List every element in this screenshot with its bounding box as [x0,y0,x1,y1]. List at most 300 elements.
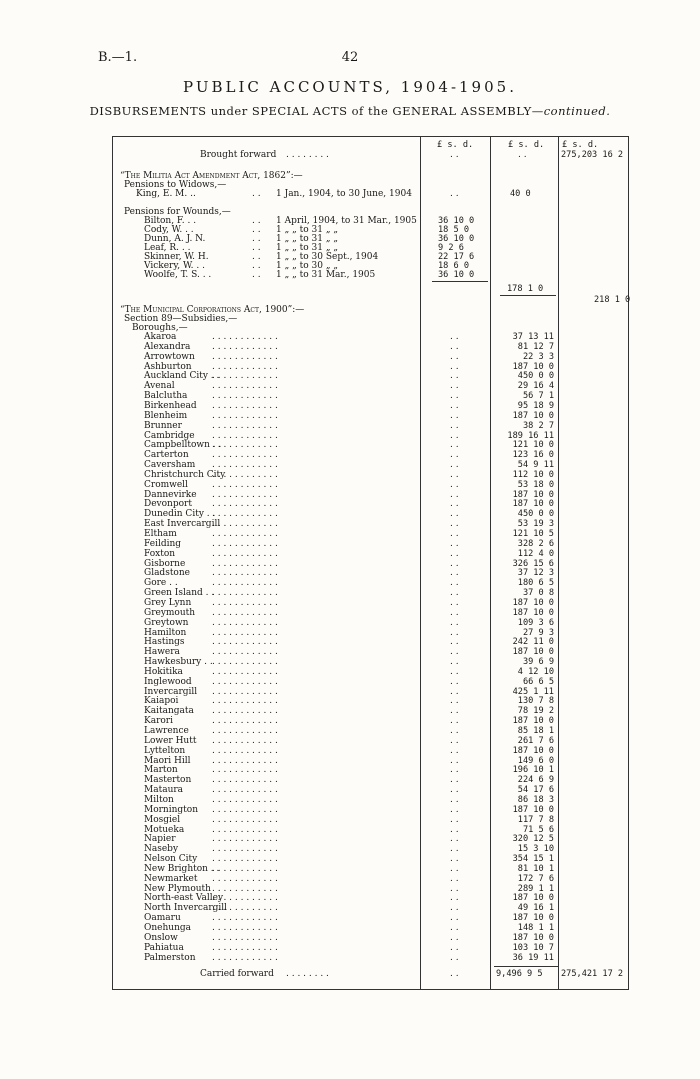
borough-name: Campbelltown . . [144,440,222,451]
wound-pensioner-name: Skinner, W. H. [144,252,209,262]
borough-amount: 224 6 9 [517,775,554,786]
borough-amount: 112 10 0 [512,469,554,480]
borough-leader-dots: . . . . . . . . . . . . [212,932,278,943]
borough-amount: 29 16 4 [517,381,554,392]
borough-amount: 130 7 8 [517,696,554,707]
wound-leader-dots: . . [252,252,261,262]
borough-leader-dots: . . . . . . . . . . . . [212,726,278,736]
borough-leader-dots: . . . . . . . . . . . . [212,735,278,746]
borough-amount: 66 6 5 [522,676,554,687]
borough-col1: . . [450,903,459,914]
borough-amount: 187 10 0 [512,804,554,815]
borough-name: Auckland City . . [144,371,220,382]
borough-col1: . . [450,469,459,480]
borough-col1: . . [450,578,459,589]
borough-name: Ashburton [144,361,192,372]
borough-name: Maori Hill [144,755,191,766]
borough-leader-dots: . . . . . . . . . . . . [212,627,278,638]
borough-leader-dots: . . . . . . . . . . . . [212,538,278,549]
borough-name: Mataura [144,785,184,796]
wound-pensioner-name: Woolfe, T. S. . . [144,270,212,280]
borough-amount: 261 7 6 [517,735,554,746]
borough-col1: . . [450,834,459,845]
borough-col1: . . [450,893,459,904]
borough-amount: 71 5 6 [522,824,554,835]
borough-amount: 53 18 0 [517,479,554,490]
borough-leader-dots: . . . . . . . . . . . . [212,716,278,727]
borough-amount: 187 10 0 [512,913,554,924]
borough-amount: 4 12 10 [517,666,554,677]
wound-pensioner-name: Vickery, W. . . [144,261,205,271]
wound-period: 1 „ „ to 31 „ „ [276,234,339,244]
borough-col1: . . [450,775,459,786]
borough-name: Dannevirke [144,489,197,500]
brought-forward-col2: . . [518,150,527,160]
borough-name: Onslow [144,932,178,943]
wound-period: 1 „ „ to 31 „ „ [276,243,339,253]
borough-amount: 450 0 0 [517,371,554,382]
wounds-total-rule [500,295,556,296]
borough-amount: 37 12 3 [517,568,554,579]
borough-amount: 187 10 0 [512,893,554,904]
borough-col1: . . [450,647,459,658]
borough-leader-dots: . . . . . . . . . . . . [212,883,278,894]
borough-name: Green Island . . [144,588,215,599]
borough-amount: 196 10 1 [512,765,554,776]
borough-amount: 53 19 3 [517,519,554,530]
borough-leader-dots: . . . . . . . . . . . . [212,844,278,855]
borough-col1: . . [450,391,459,402]
carried-forward-rule [494,966,558,967]
borough-amount: 149 6 0 [517,755,554,766]
borough-name: Motueka [144,824,185,835]
borough-leader-dots: . . . . . . . . . . . . [212,657,278,668]
borough-amount: 187 10 0 [512,607,554,618]
borough-leader-dots: . . . . . . . . . . . . [212,863,278,874]
borough-leader-dots: . . . . . . . . . . . . [212,755,278,766]
borough-leader-dots: . . . . . . . . . . . . [212,903,278,914]
borough-col1: . . [450,529,459,539]
borough-leader-dots: . . . . . . . . . . . . [212,460,278,471]
borough-name: North Invercargill [144,903,228,914]
borough-amount: 172 7 6 [517,873,554,884]
borough-leader-dots: . . . . . . . . . . . . [212,410,278,421]
borough-name: Hastings [144,637,185,648]
column-header-3: £ s. d. [562,140,599,150]
borough-name: Onehunga [144,923,192,933]
borough-col1: . . [450,420,459,431]
borough-col1: . . [450,696,459,707]
borough-name: Kaiapoi [144,696,179,707]
borough-leader-dots: . . . . . . . . . . . . [212,913,278,924]
borough-name: Arrowtown [144,351,195,362]
borough-col1: . . [450,332,459,342]
borough-leader-dots: . . . . . . . . . . . . [212,804,278,815]
borough-col1: . . [450,814,459,825]
brought-forward-label: Brought forward [200,150,277,160]
borough-amount: 326 15 6 [512,558,554,569]
borough-leader-dots: . . . . . . . . . . . . [212,430,278,441]
carried-forward-col2: 9,496 9 5 [496,969,543,979]
borough-amount: 112 4 0 [517,548,554,559]
borough-leader-dots: . . . . . . . . . . . . [212,942,278,953]
borough-col1: . . [450,489,459,500]
wounds-subtotal-rule [432,281,488,282]
page-title: PUBLIC ACCOUNTS, 1904-1905. [183,78,517,96]
wound-amount: 9 2 6 [438,243,464,253]
borough-name: New Plymouth [144,883,211,894]
borough-col1: . . [450,686,459,697]
wound-amount: 18 6 0 [438,261,470,271]
borough-leader-dots: . . . . . . . . . . . . [212,529,278,539]
borough-amount: 81 10 1 [517,863,554,874]
borough-col1: . . [450,588,459,599]
borough-col1: . . [450,430,459,441]
wounds-heading: Pensions for Wounds,— [124,207,231,217]
brought-forward-col3: 275,203 16 2 [561,150,624,160]
carried-forward-dots: . . . . . . . . [286,969,329,979]
borough-leader-dots: . . . . . . . . . . . . [212,341,278,352]
borough-name: Gore . . [144,578,178,589]
borough-col1: . . [450,923,459,933]
brought-forward-dots: . . . . . . . . [286,150,329,160]
borough-leader-dots: . . . . . . . . . . . . [212,814,278,825]
borough-col1: . . [450,499,459,510]
borough-amount: 289 1 1 [517,883,554,894]
borough-leader-dots: . . . . . . . . . . . . [212,568,278,579]
borough-col1: . . [450,410,459,421]
borough-leader-dots: . . . . . . . . . . . . [212,489,278,500]
borough-name: Birkenhead [144,400,197,411]
borough-col1: . . [450,509,459,520]
borough-col1: . . [450,568,459,579]
borough-name: Devonport [144,499,192,510]
widow-name: King, E. M. .. [136,189,196,199]
borough-leader-dots: . . . . . . . . . . . . [212,873,278,884]
borough-col1: . . [450,824,459,835]
borough-amount: 86 18 3 [517,794,554,805]
borough-col1: . . [450,460,459,471]
borough-amount: 54 9 11 [517,460,554,471]
borough-col1: . . [450,932,459,943]
borough-amount: 242 11 0 [512,637,554,648]
wound-period: 1 April, 1904, to 31 Mar., 1905 [276,216,417,226]
column-header-2: £ s. d. [508,140,545,150]
borough-amount: 450 0 0 [517,509,554,520]
borough-leader-dots: . . . . . . . . . . . . [212,617,278,628]
borough-name: Karori [144,716,173,727]
borough-name: Caversham [144,460,196,471]
borough-name: Cambridge [144,430,195,441]
borough-amount: 27 9 3 [522,627,554,638]
borough-col1: . . [450,450,459,461]
borough-col1: . . [450,351,459,362]
borough-leader-dots: . . . . . . . . . . . . [212,469,278,480]
borough-name: Invercargill [144,686,198,697]
column-rule-2 [490,136,491,990]
wound-leader-dots: . . [252,270,261,280]
borough-amount: 425 1 11 [512,686,554,697]
borough-name: Pahiatua [144,942,184,953]
borough-name: Alexandra [144,341,191,352]
widow-period: 1 Jan., 1904, to 30 June, 1904 [276,189,412,199]
borough-leader-dots: . . . . . . . . . . . . [212,351,278,362]
borough-leader-dots: . . . . . . . . . . . . [212,420,278,431]
borough-leader-dots: . . . . . . . . . . . . [212,578,278,589]
borough-col1: . . [450,371,459,382]
borough-amount: 121 10 0 [512,440,554,451]
borough-col1: . . [450,952,459,963]
borough-amount: 189 16 11 [507,430,554,441]
borough-col1: . . [450,519,459,530]
borough-leader-dots: . . . . . . . . . . . . [212,607,278,618]
borough-col1: . . [450,883,459,894]
borough-name: Lawrence [144,726,189,736]
borough-name: Kaitangata [144,706,194,717]
borough-name: Mornington [144,804,198,815]
borough-amount: 103 10 7 [512,942,554,953]
borough-leader-dots: . . . . . . . . . . . . [212,391,278,402]
borough-amount: 187 10 0 [512,489,554,500]
borough-col1: . . [450,735,459,746]
borough-leader-dots: . . . . . . . . . . . . [212,834,278,845]
carried-forward-col3: 275,421 17 2 [561,969,624,979]
wound-amount: 22 17 6 [438,252,475,262]
borough-col1: . . [450,637,459,648]
borough-col1: . . [450,755,459,766]
borough-col1: . . [450,440,459,451]
column-rule-3 [558,136,559,990]
borough-col1: . . [450,361,459,372]
borough-leader-dots: . . . . . . . . . . . . [212,450,278,461]
subtitle-continued: continued. [543,104,611,118]
borough-amount: 15 3 10 [517,844,554,855]
borough-leader-dots: . . . . . . . . . . . . [212,666,278,677]
wound-period: 1 „ „ to 30 Sept., 1904 [276,252,379,262]
borough-col1: . . [450,873,459,884]
borough-name: Greymouth [144,607,196,618]
borough-col1: . . [450,666,459,677]
borough-leader-dots: . . . . . . . . . . . . [212,479,278,490]
borough-name: Carterton [144,450,189,461]
wound-pensioner-name: Bilton, F. . . [144,216,197,226]
borough-leader-dots: . . . . . . . . . . . . [212,499,278,510]
borough-col1: . . [450,785,459,796]
borough-leader-dots: . . . . . . . . . . . . [212,558,278,569]
borough-amount: 109 3 6 [517,617,554,628]
widow-leader-dots: . . [252,189,261,199]
borough-leader-dots: . . . . . . . . . . . . [212,923,278,933]
borough-amount: 37 13 11 [512,332,554,342]
borough-amount: 328 2 6 [517,538,554,549]
borough-name: Akaroa [144,332,177,342]
brought-forward-col1: . . [450,150,459,160]
wound-pensioner-name: Dunn, A. J. N. [144,234,206,244]
column-rule-1 [420,136,421,990]
borough-leader-dots: . . . . . . . . . . . . [212,597,278,608]
borough-name: Grey Lynn [144,597,192,608]
borough-name: Masterton [144,775,192,786]
borough-amount: 117 7 8 [517,814,554,825]
borough-amount: 354 15 1 [512,854,554,865]
borough-leader-dots: . . . . . . . . . . . . [212,381,278,392]
borough-leader-dots: . . . . . . . . . . . . [212,676,278,687]
borough-name: Milton [144,794,174,805]
wound-amount: 18 5 0 [438,225,470,235]
borough-name: Inglewood [144,676,192,687]
borough-amount: 180 6 5 [517,578,554,589]
page-ref: B.—1. [98,50,138,65]
borough-name: Hawera [144,647,180,658]
borough-col1: . . [450,804,459,815]
borough-amount: 187 10 0 [512,745,554,756]
borough-leader-dots: . . . . . . . . . . . . [212,745,278,756]
borough-col1: . . [450,745,459,756]
borough-col1: . . [450,676,459,687]
borough-name: Hawkesbury . . [144,657,213,668]
borough-col1: . . [450,844,459,855]
municipal-act-title: “The Municipal Corporations Act, 1900”:— [120,305,305,315]
borough-name: Lower Hutt [144,735,197,746]
carried-forward-col1: . . [450,969,459,979]
borough-col1: . . [450,381,459,392]
borough-amount: 36 19 11 [512,952,554,963]
borough-amount: 187 10 0 [512,932,554,943]
borough-name: East Invercargill [144,519,221,530]
borough-amount: 85 18 1 [517,726,554,736]
borough-name: Blenheim [144,410,188,421]
borough-name: Lyttelton [144,745,186,756]
wound-leader-dots: . . [252,225,261,235]
borough-amount: 56 7 1 [522,391,554,402]
borough-leader-dots: . . . . . . . . . . . . [212,706,278,717]
borough-col1: . . [450,627,459,638]
borough-col1: . . [450,716,459,727]
wound-period: 1 „ „ to 31 „ „ [276,225,339,235]
borough-name: Marton [144,765,178,776]
wound-amount: 36 10 0 [438,270,475,280]
borough-name: Greytown [144,617,189,628]
borough-leader-dots: . . . . . . . . . . . . [212,785,278,796]
militia-total: 218 1 0 [594,295,631,305]
wound-leader-dots: . . [252,234,261,244]
borough-amount: 39 6 9 [522,657,554,668]
borough-col1: . . [450,558,459,569]
wound-amount: 36 10 0 [438,216,475,226]
borough-leader-dots: . . . . . . . . . . . . [212,854,278,865]
borough-name: North-east Valley [144,893,224,904]
section-heading: Section 89—Subsidies,— [124,314,238,324]
borough-leader-dots: . . . . . . . . . . . . [212,775,278,786]
borough-leader-dots: . . . . . . . . . . . . [212,332,278,342]
borough-col1: . . [450,548,459,559]
borough-col1: . . [450,400,459,411]
column-header-1: £ s. d. [437,140,474,150]
borough-name: Oamaru [144,913,181,924]
borough-amount: 121 10 5 [512,529,554,539]
borough-amount: 49 16 1 [517,903,554,914]
borough-col1: . . [450,657,459,668]
borough-amount: 187 10 0 [512,647,554,658]
borough-name: Cromwell [144,479,188,490]
borough-leader-dots: . . . . . . . . . . . . [212,548,278,559]
page-number: 42 [341,50,359,65]
borough-name: Avenal [144,381,175,392]
borough-name: Foxton [144,548,176,559]
borough-col1: . . [450,538,459,549]
borough-amount: 78 19 2 [517,706,554,717]
borough-amount: 187 10 0 [512,597,554,608]
borough-leader-dots: . . . . . . . . . . . . [212,686,278,697]
borough-name: Brunner [144,420,182,431]
borough-col1: . . [450,341,459,352]
borough-amount: 187 10 0 [512,410,554,421]
borough-leader-dots: . . . . . . . . . . . . [212,400,278,411]
subtitle-main: DISBURSEMENTS under SPECIAL ACTS of the GENERAL ASSEMBLY— [89,104,544,118]
borough-amount: 123 16 0 [512,450,554,461]
borough-name: Hokitika [144,666,183,677]
borough-leader-dots: . . . . . . . . . . . . [212,371,278,382]
borough-leader-dots: . . . . . . . . . . . . [212,765,278,776]
page-subtitle [0,104,700,118]
borough-amount: 320 12 5 [512,834,554,845]
borough-name: Gisborne [144,558,186,569]
borough-leader-dots: . . . . . . . . . . . . [212,824,278,835]
borough-leader-dots: . . . . . . . . . . . . [212,519,278,530]
wound-amount: 36 10 0 [438,234,475,244]
carried-forward-label: Carried forward [200,969,274,979]
borough-name: Mosgiel [144,814,181,825]
borough-col1: . . [450,794,459,805]
borough-name: Eltham [144,529,177,539]
widow-col1: . . [450,189,459,199]
borough-col1: . . [450,617,459,628]
borough-amount: 187 10 0 [512,716,554,727]
borough-amount: 148 1 1 [517,923,554,933]
wound-period: 1 „ „ to 31 Mar., 1905 [276,270,376,280]
borough-leader-dots: . . . . . . . . . . . . [212,794,278,805]
borough-name: New Brighton . . [144,863,220,874]
borough-col1: . . [450,726,459,736]
borough-amount: 38 2 7 [522,420,554,431]
borough-amount: 22 3 3 [522,351,554,362]
borough-name: Feilding [144,538,182,549]
borough-name: Hamilton [144,627,187,638]
borough-amount: 187 10 0 [512,361,554,372]
militia-act-title: “The Militia Act Amendment Act, 1862”:— [120,171,303,181]
borough-leader-dots: . . . . . . . . . . . . [212,637,278,648]
borough-name: Newmarket [144,873,198,884]
boroughs-heading: Boroughs,— [132,323,188,333]
borough-name: Nelson City [144,854,198,865]
borough-col1: . . [450,479,459,490]
borough-col1: . . [450,913,459,924]
borough-name: Palmerston [144,952,196,963]
borough-name: Balclutha [144,391,188,402]
borough-col1: . . [450,854,459,865]
borough-leader-dots: . . . . . . . . . . . . [212,647,278,658]
borough-leader-dots: . . . . . . . . . . . . [212,361,278,372]
borough-col1: . . [450,597,459,608]
borough-leader-dots: . . . . . . . . . . . . [212,893,278,904]
borough-name: Gladstone [144,568,190,579]
borough-leader-dots: . . . . . . . . . . . . [212,509,278,520]
wounds-total: 178 1 0 [507,284,544,294]
borough-amount: 187 10 0 [512,499,554,510]
borough-amount: 81 12 7 [517,341,554,352]
widow-amount: 40 0 [510,189,531,199]
borough-col1: . . [450,607,459,618]
